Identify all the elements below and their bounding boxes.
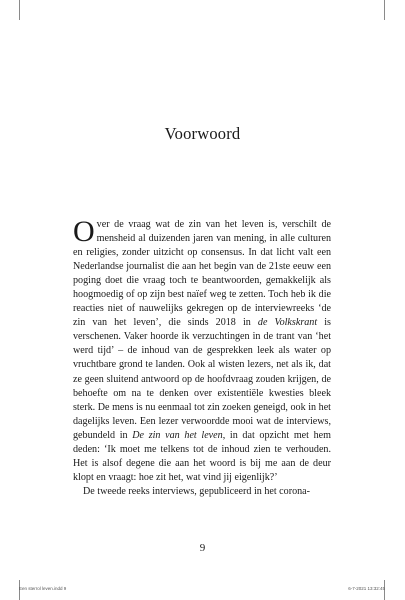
crop-mark-top-right: [384, 0, 385, 20]
paragraph-1-text-3: , in dat opzicht met hem deden: ‘Ik moet me telkens tot de inhoud zien te verhouden. Het is alsof degene die aan het woord is bij me aan de deur klopt en vraagt: hoe zit het, wat vind jij eigenlijk?’: [73, 429, 332, 483]
crop-mark-top-left: [19, 0, 20, 20]
body-text: [73, 215, 332, 499]
print-slug-timestamp: 6-7-2021 13:32:45: [348, 586, 385, 591]
paragraph-1-text-2: is verschenen. Vaker hoorde ik verzuchtingen in de trant van ‘het werd tijd’ – de inhoud van de gesprekken leek als water op vruchtbare grond te landen. Ook al wisten lezers, net als ik, dat ze geen sluitend antwoord op de hoofdvraag zouden krijgen, de behoefte om na te denken over existentiële kwesties bleek sterk. De mens is nu eenmaal tot zin zoeken geneigd, ook in het dagelijks leven. Een lezer verwoordde mooi wat de interviews, gebundeld in: [73, 317, 331, 441]
paragraph-2: De tweede reeks interviews, gepubliceerd in het corona-: [83, 485, 311, 497]
chapter-title: Voorwoord: [164, 124, 241, 143]
paragraph-1-text: ver de vraag wat de zin van het leven is, verschilt de mensheid al duizenden jaren van mening, in alle culturen en religies, zonder uitzicht op consensus. In dat licht valt een Nederlandse journalist die aan het begin van de 21ste eeuw een poging doet die vraag toch te beantwoorden, gemakkelijk als hoogmoedig of op zijn best naïef weg te zetten. Toch heb ik die reacties niet of nauwelijks gekregen op de interviewreeks ‘de zin van het leven’, die sinds 2018 in: [73, 219, 331, 329]
paragraph-1: [73, 215, 332, 485]
book-title: De zin van het leven: [132, 429, 223, 441]
print-slug-filename: Een sterrol leven.indd 9: [19, 586, 67, 591]
page-number: 9: [199, 542, 206, 554]
newspaper-title: de Volkskrant: [257, 317, 318, 329]
drop-cap: O: [73, 215, 95, 248]
